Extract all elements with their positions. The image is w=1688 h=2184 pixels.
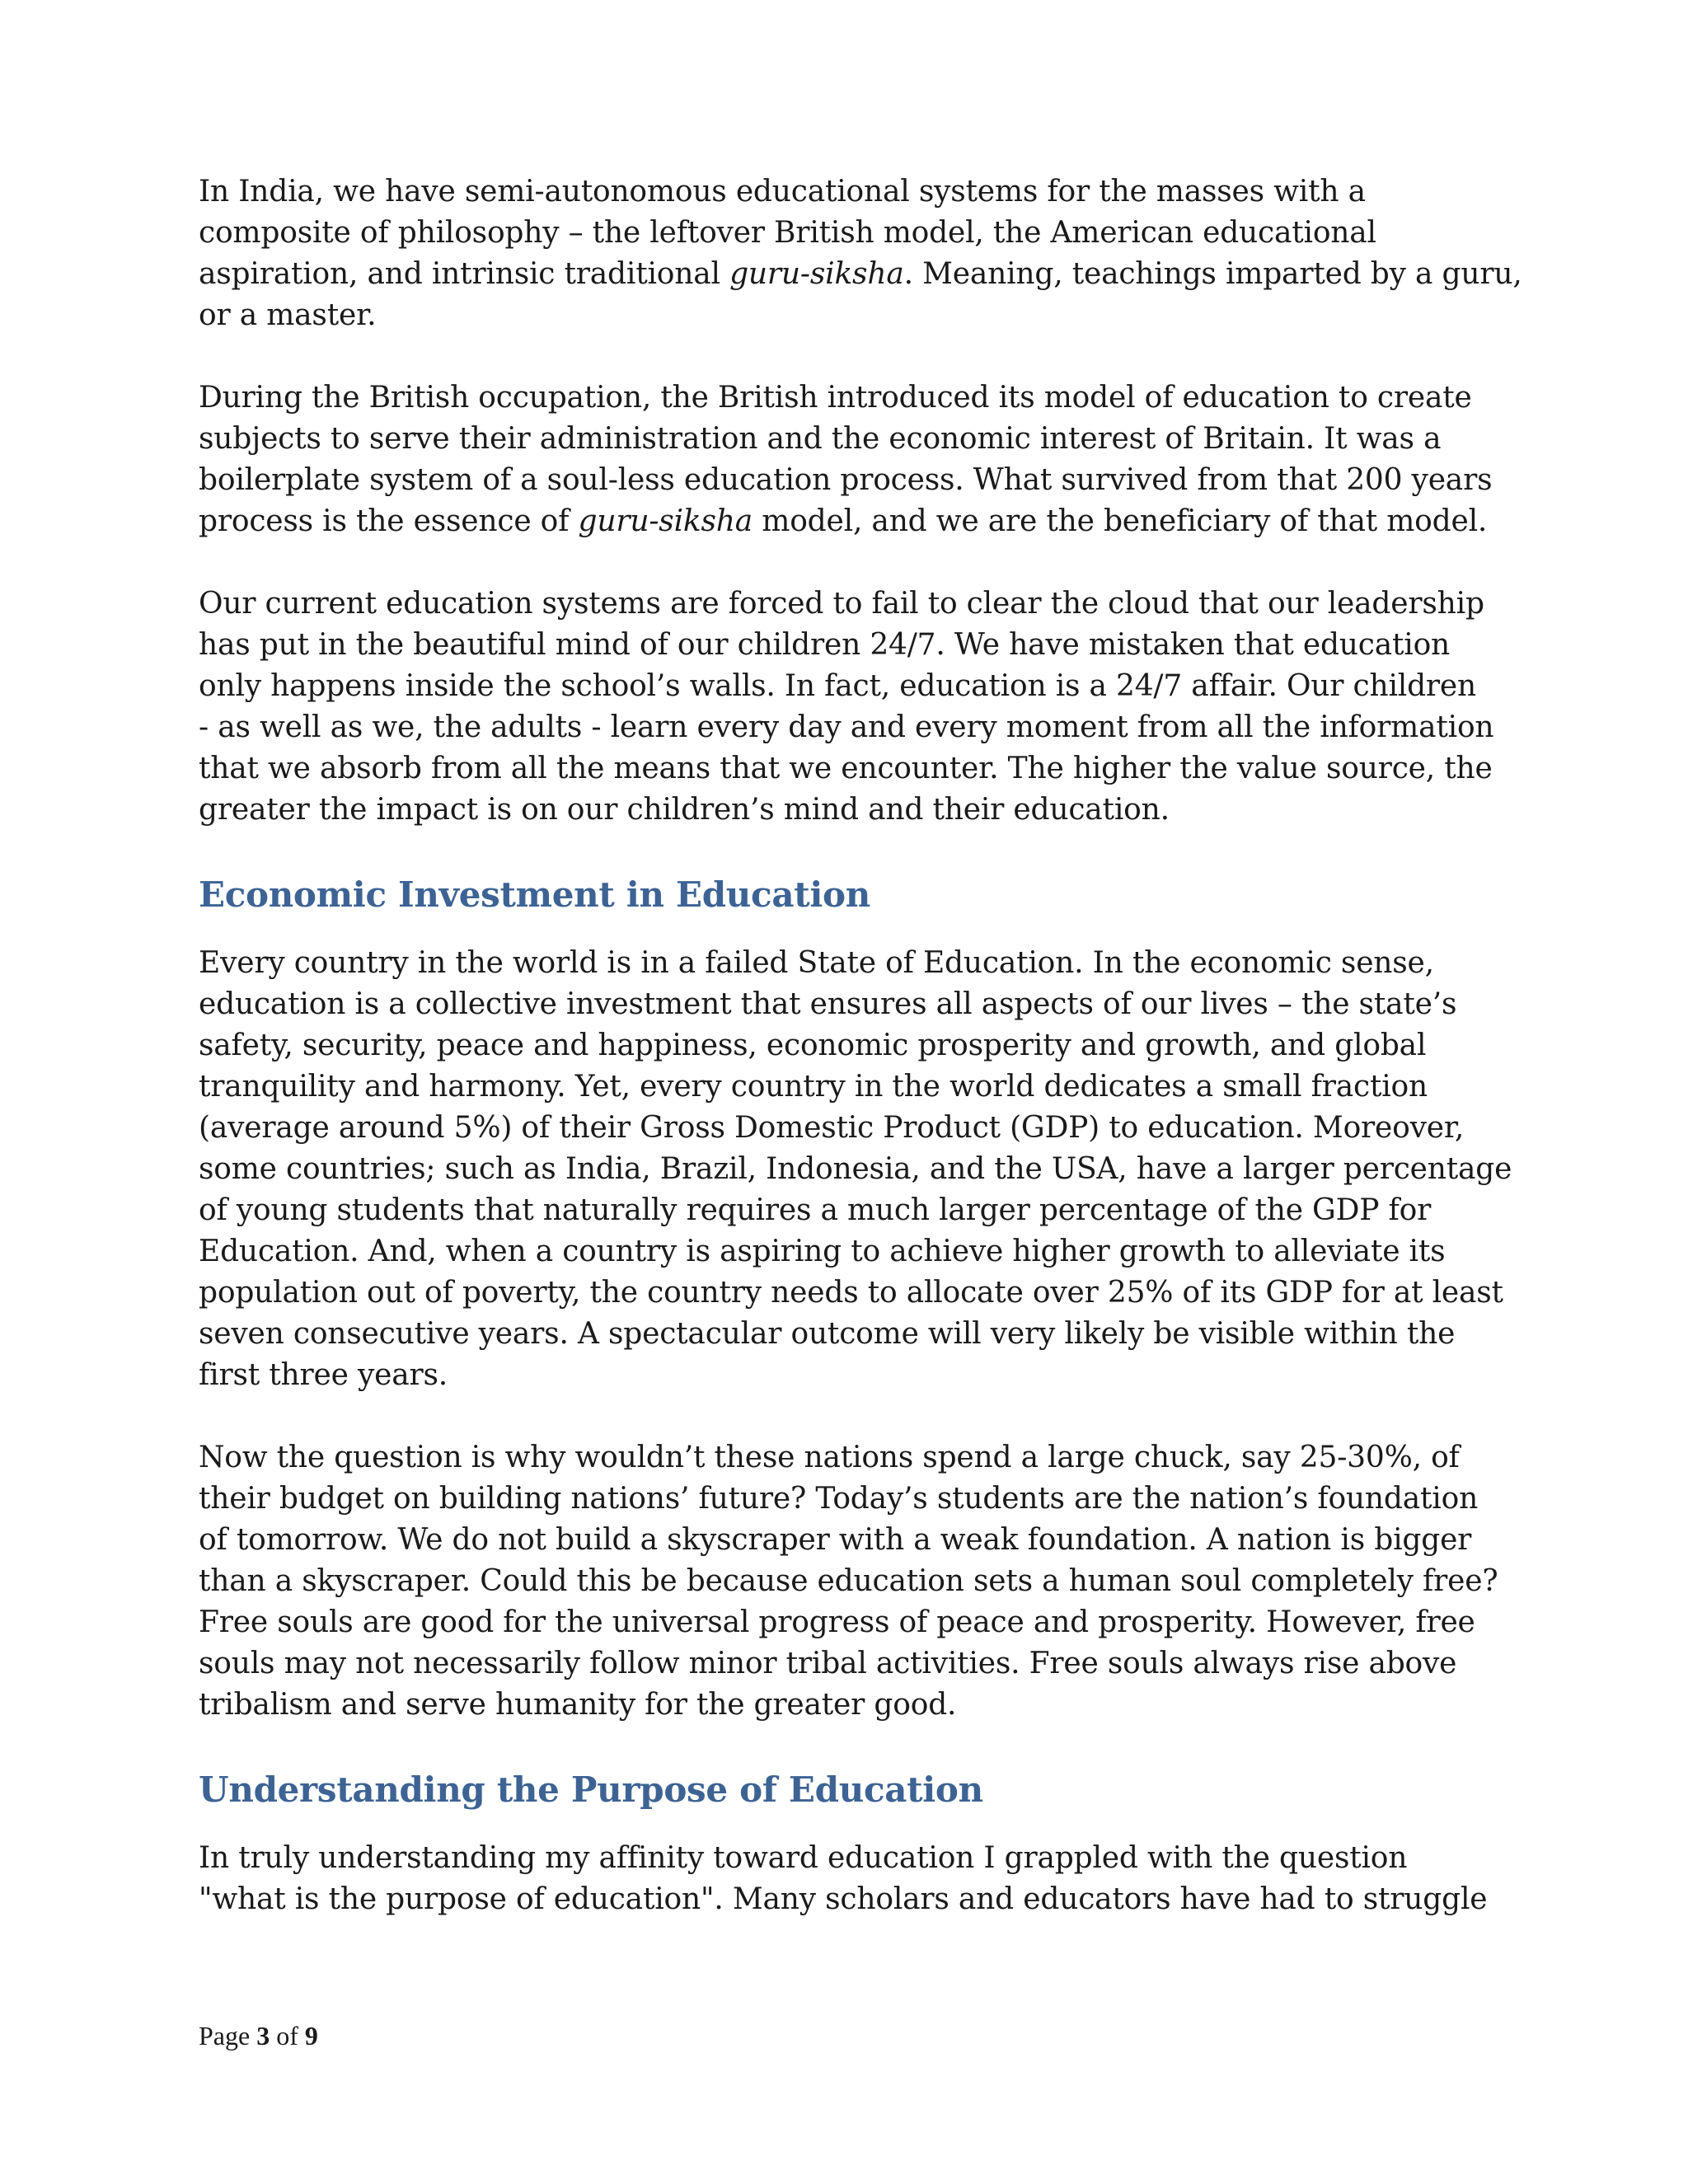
text-segment: process is the essence of (199, 504, 579, 538)
text-line: some countries; such as India, Brazil, Indonesia, and the USA, have a larger percentage (199, 1152, 1512, 1186)
text-line: Every country in the world is in a failed State of Education. In the economic sense, (199, 946, 1434, 980)
footer-current-page: 3 (256, 2021, 270, 2050)
text-line: Our current education systems are forced to fail to clear the cloud that our leadership (199, 587, 1484, 621)
italic-term: guru-siksha (578, 504, 753, 538)
text-line: than a skyscraper. Could this be because education sets a human soul completely free? (199, 1564, 1498, 1598)
text-line: only happens inside the school’s walls. In fact, education is a 24/7 affair. Our children (199, 669, 1477, 703)
text-line: that we absorb from all the means that we encounter. The higher the value source, the (199, 752, 1493, 785)
text-line: first three years. (199, 1358, 448, 1392)
paragraph-british-occupation (199, 377, 1501, 542)
text-line: tranquility and harmony. Yet, every country in the world dedicates a small fraction (199, 1070, 1428, 1104)
text-line (199, 254, 1522, 295)
text-line: education is a collective investment that ensures all aspects of our lives – the state’s (199, 987, 1457, 1021)
text-line: "what is the purpose of education". Many scholars and educators have had to struggle (199, 1882, 1488, 1916)
text-segment: model, and we are the beneficiary of that model. (753, 504, 1488, 538)
heading-economic-investment: Economic Investment in Education (199, 874, 870, 915)
text-line: tribalism and serve humanity for the greater good. (199, 1688, 957, 1722)
footer-middle: of (270, 2021, 305, 2050)
page-content (199, 171, 1522, 1961)
page-number-footer (199, 2021, 318, 2051)
text-line: subjects to serve their administration and the economic interest of Britain. It was a (199, 422, 1442, 456)
text-segment: aspiration, and intrinsic traditional (199, 257, 730, 291)
text-line: seven consecutive years. A spectacular outcome will very likely be visible within the (199, 1317, 1456, 1351)
paragraph-truly-understanding (199, 1838, 1501, 1920)
text-line: or a master. (199, 298, 377, 332)
heading-purpose-of-education: Understanding the Purpose of Education (199, 1769, 983, 1810)
text-line: Now the question is why wouldn’t these nations spend a large chuck, say 25-30%, of (199, 1441, 1460, 1474)
text-line: boilerplate system of a soul-less education process. What survived from that 200 years (199, 463, 1493, 497)
paragraph-failed-state (199, 943, 1512, 1396)
text-line: of tomorrow. We do not build a skyscraper with a weak foundation. A nation is bigger (199, 1523, 1472, 1557)
text-line: safety, security, peace and happiness, economic prosperity and growth, and global (199, 1029, 1427, 1062)
italic-term: guru-siksha (729, 257, 904, 291)
text-segment: . Meaning, teachings imparted by a guru, (903, 257, 1522, 291)
text-line: souls may not necessarily follow minor tribal activities. Free souls always rise above (199, 1647, 1457, 1680)
text-line: of young students that naturally requires a much larger percentage of the GDP for (199, 1193, 1432, 1227)
paragraph-budget-question (199, 1437, 1501, 1726)
footer-total-pages: 9 (304, 2021, 318, 2050)
text-line: greater the impact is on our children’s mind and their education. (199, 793, 1170, 827)
paragraph-india-education (199, 171, 1522, 336)
paragraph-current-systems (199, 583, 1501, 831)
text-line: population out of poverty, the country needs to allocate over 25% of its GDP for at least (199, 1276, 1503, 1310)
footer-prefix: Page (199, 2021, 257, 2050)
text-line: has put in the beautiful mind of our children 24/7. We have mistaken that education (199, 628, 1451, 662)
text-line: (average around 5%) of their Gross Domestic Product (GDP) to education. Moreover, (199, 1111, 1465, 1145)
text-line: - as well as we, the adults - learn every day and every moment from all the information (199, 710, 1494, 744)
text-line (199, 501, 1501, 542)
text-line: composite of philosophy – the leftover British model, the American educational (199, 216, 1376, 250)
text-line: In India, we have semi-autonomous educational systems for the masses with a (199, 175, 1366, 209)
text-line: Education. And, when a country is aspiring to achieve higher growth to alleviate its (199, 1235, 1446, 1268)
text-line: Free souls are good for the universal progress of peace and prosperity. However, free (199, 1605, 1475, 1639)
text-line: During the British occupation, the British introduced its model of education to create (199, 381, 1472, 415)
text-line: their budget on building nations’ future? Today’s students are the nation’s foundation (199, 1482, 1479, 1516)
text-line: In truly understanding my affinity toward education I grappled with the question (199, 1841, 1408, 1875)
